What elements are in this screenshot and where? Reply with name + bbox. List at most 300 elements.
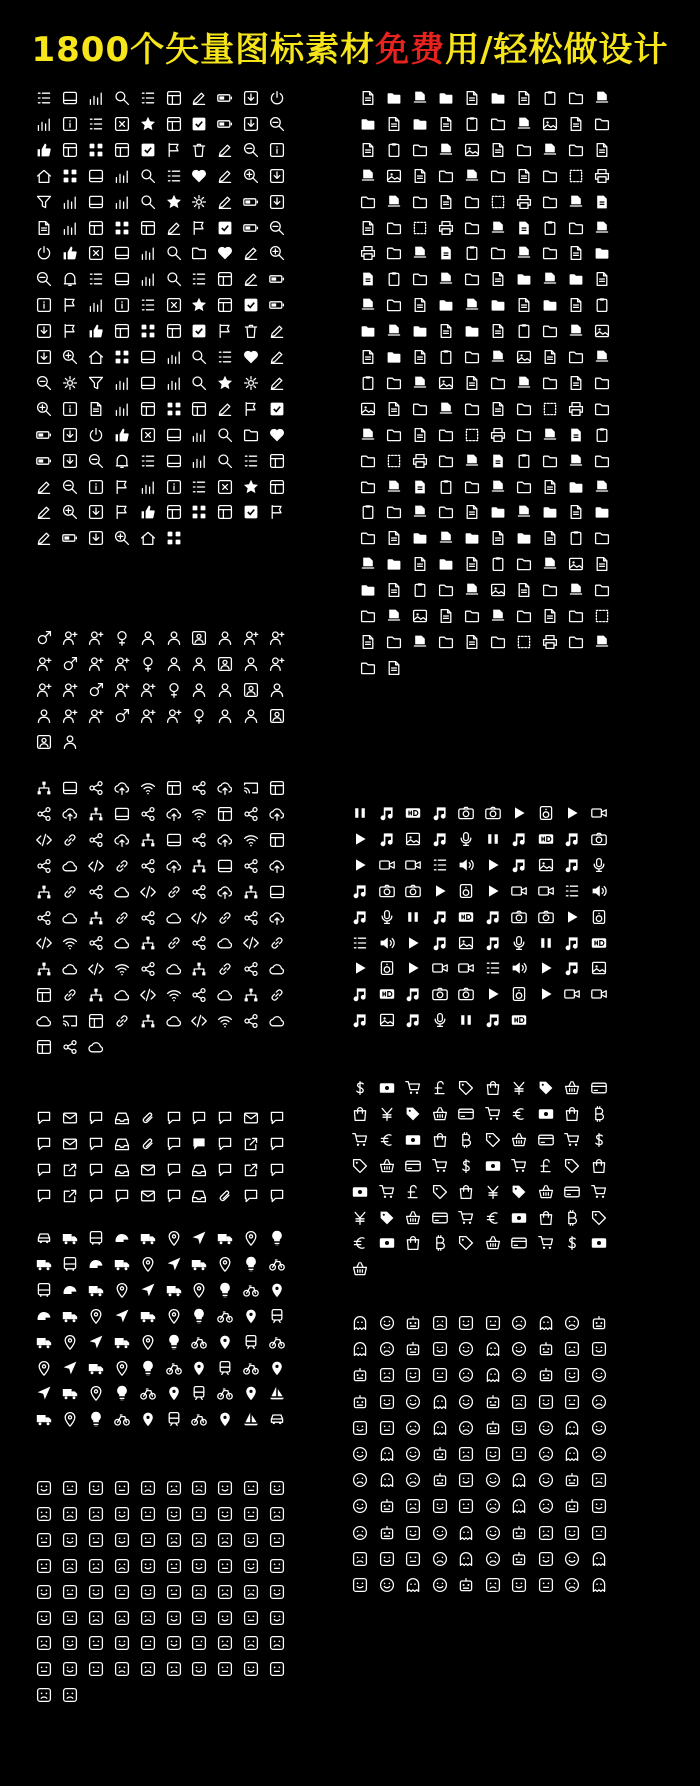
window-icon (62, 90, 78, 106)
grid-icon (114, 220, 130, 236)
bike-icon (217, 1308, 233, 1324)
nav-icon (36, 1385, 52, 1401)
usercard-icon (243, 682, 259, 698)
grid-icon (166, 401, 182, 417)
pin-icon (269, 1360, 285, 1376)
smile-icon (140, 1584, 156, 1600)
wrench-icon (36, 220, 52, 236)
doc-icon (516, 582, 532, 598)
clipboard-icon (516, 323, 532, 339)
note-icon (432, 909, 448, 925)
female-icon (166, 682, 182, 698)
neutral-icon (191, 1506, 207, 1522)
battery-icon (269, 297, 285, 313)
neutral-icon (88, 1532, 104, 1548)
bars-icon (36, 116, 52, 132)
circsmile-icon (379, 1315, 395, 1331)
filetag-icon (464, 582, 480, 598)
layout-icon (191, 401, 207, 417)
ship-icon (269, 1385, 285, 1401)
note-icon (352, 986, 368, 1002)
doc-icon (464, 504, 480, 520)
chatfill-icon (191, 1136, 207, 1152)
inbox-icon (114, 1162, 130, 1178)
smile-icon (591, 1341, 607, 1357)
note-icon (564, 857, 580, 873)
volume-icon (379, 935, 395, 951)
folder-icon (490, 634, 506, 650)
robot-icon (405, 1315, 421, 1331)
search-icon (166, 271, 182, 287)
tag-icon (591, 1210, 607, 1226)
smile-icon (538, 1551, 554, 1567)
filetag-icon (386, 194, 402, 210)
clipboard-icon (594, 297, 610, 313)
check-icon (243, 504, 259, 520)
filetag-icon (542, 271, 558, 287)
smile-icon (458, 1315, 474, 1331)
cloud-icon (62, 910, 78, 926)
check-icon (191, 323, 207, 339)
play-icon (352, 960, 368, 976)
link-icon (166, 935, 182, 951)
search-icon (140, 194, 156, 210)
video-icon (405, 857, 421, 873)
cloudup-icon (217, 832, 233, 848)
filetag-icon (412, 504, 428, 520)
sitemap-icon (140, 1013, 156, 1029)
link-icon (62, 987, 78, 1003)
wifi-icon (217, 1013, 233, 1029)
doc-icon (594, 142, 610, 158)
dashed-icon (386, 453, 402, 469)
star-icon (191, 297, 207, 313)
sad-icon (62, 1506, 78, 1522)
edit-icon (217, 168, 233, 184)
folderfill-icon (438, 556, 454, 572)
cardfill-icon (352, 1184, 368, 1200)
layout-icon (269, 780, 285, 796)
bus-icon (36, 1282, 52, 1298)
dashed-icon (542, 401, 558, 417)
filetag-icon (438, 530, 454, 546)
filter-icon (88, 375, 104, 391)
doc-icon (516, 90, 532, 106)
folderfill-icon (386, 349, 402, 365)
chat-icon (269, 1162, 285, 1178)
cart-icon (591, 1184, 607, 1200)
imagefile-icon (360, 401, 376, 417)
wifi-icon (140, 780, 156, 796)
wrench-icon (88, 401, 104, 417)
clipboard-icon (542, 90, 558, 106)
cardfill-icon (379, 1080, 395, 1096)
close-icon (166, 297, 182, 313)
clipboard-icon (464, 116, 480, 132)
thumb-icon (140, 504, 156, 520)
robot-icon (485, 1420, 501, 1436)
train-icon (269, 1308, 285, 1324)
pinline-icon (114, 1282, 130, 1298)
window-icon (114, 271, 130, 287)
train-icon (243, 1334, 259, 1350)
printer-icon (516, 194, 532, 210)
list-icon (432, 857, 448, 873)
tag-icon (432, 1184, 448, 1200)
sitemap-icon (191, 858, 207, 874)
flag-icon (191, 220, 207, 236)
inbox-icon (191, 1188, 207, 1204)
ghost-icon (564, 1420, 580, 1436)
card-icon (591, 1080, 607, 1096)
sitemap-icon (243, 884, 259, 900)
folder-icon (464, 608, 480, 624)
heart-icon (243, 349, 259, 365)
window-icon (114, 245, 130, 261)
filetag-icon (594, 479, 610, 495)
window-icon (166, 832, 182, 848)
circsad-icon (511, 1367, 527, 1383)
docfill-icon (594, 194, 610, 210)
user-icon (36, 708, 52, 724)
clipboard-icon (386, 142, 402, 158)
code-icon (140, 987, 156, 1003)
trash-icon (191, 142, 207, 158)
neutral-icon (191, 1635, 207, 1651)
search-icon (217, 427, 233, 443)
doc-icon (568, 504, 584, 520)
cloudup-icon (166, 806, 182, 822)
user-icon (217, 708, 233, 724)
filetag-icon (386, 323, 402, 339)
useradd-icon (88, 708, 104, 724)
smile-icon (379, 1551, 395, 1567)
doc-icon (386, 582, 402, 598)
cloud-icon (217, 987, 233, 1003)
pound-icon (538, 1158, 554, 1174)
folderfill-icon (490, 297, 506, 313)
doc-icon (542, 479, 558, 495)
ghost-icon (485, 1341, 501, 1357)
folder-icon (464, 349, 480, 365)
nav-icon (114, 1308, 130, 1324)
code-icon (191, 1013, 207, 1029)
layout-icon (217, 504, 233, 520)
battery-icon (243, 194, 259, 210)
sad-icon (62, 1558, 78, 1574)
useradd-icon (166, 708, 182, 724)
video-icon (458, 960, 474, 976)
cast-icon (243, 780, 259, 796)
sad-icon (458, 1446, 474, 1462)
download-icon (243, 90, 259, 106)
cloud-icon (62, 858, 78, 874)
user-icon (140, 630, 156, 646)
truck-icon (62, 1385, 78, 1401)
smile-icon (352, 1577, 368, 1593)
home-icon (36, 168, 52, 184)
truck-icon (140, 1230, 156, 1246)
sad-icon (114, 1661, 130, 1677)
circsmile-icon (432, 1577, 448, 1593)
zoomout-icon (88, 453, 104, 469)
usercard-icon (36, 734, 52, 750)
bag-icon (591, 1158, 607, 1174)
circsad-icon (538, 1446, 554, 1462)
star-icon (243, 479, 259, 495)
mail-icon (140, 1162, 156, 1178)
note-icon (352, 909, 368, 925)
video-icon (432, 960, 448, 976)
folder-icon (490, 245, 506, 261)
folder-icon (386, 297, 402, 313)
tagfill-icon (538, 1080, 554, 1096)
link-icon (114, 1013, 130, 1029)
circsad-icon (458, 1367, 474, 1383)
list-icon (140, 90, 156, 106)
printer-icon (412, 453, 428, 469)
share-icon (88, 780, 104, 796)
camera-icon (432, 986, 448, 1002)
robot-icon (564, 1472, 580, 1488)
helmet-icon (36, 1308, 52, 1324)
layout-icon (269, 453, 285, 469)
ghost-icon (591, 1551, 607, 1567)
edit-icon (269, 349, 285, 365)
neutral-icon (62, 1610, 78, 1626)
folder-icon (360, 453, 376, 469)
folder-icon (386, 245, 402, 261)
doc-icon (516, 297, 532, 313)
circsmile-icon (538, 1472, 554, 1488)
dashed-icon (594, 608, 610, 624)
cloudup-icon (114, 780, 130, 796)
check-icon (217, 220, 233, 236)
pin-icon (191, 1360, 207, 1376)
circsmile-icon (379, 1577, 395, 1593)
chat-icon (166, 1162, 182, 1178)
window-icon (114, 806, 130, 822)
inbox-icon (114, 1110, 130, 1126)
flag-icon (114, 504, 130, 520)
mic-icon (591, 857, 607, 873)
folder-icon (243, 427, 259, 443)
circsmile-icon (485, 1472, 501, 1488)
neutral-icon (191, 1610, 207, 1626)
neutral-icon (166, 1584, 182, 1600)
car-icon (269, 1411, 285, 1427)
ghost-icon (352, 1315, 368, 1331)
share-icon (243, 858, 259, 874)
list-icon (36, 90, 52, 106)
search-icon (166, 245, 182, 261)
sitemap-icon (243, 987, 259, 1003)
sad-icon (166, 1532, 182, 1548)
circsmile-icon (564, 1551, 580, 1567)
neutral-icon (114, 1480, 130, 1496)
chat-icon (217, 1136, 233, 1152)
zoomin-icon (269, 245, 285, 261)
hd-icon (591, 935, 607, 951)
filetag-icon (464, 168, 480, 184)
bitcoin-icon (458, 1132, 474, 1148)
chat-icon (36, 1110, 52, 1126)
robot-icon (352, 1394, 368, 1410)
truck-icon (166, 1282, 182, 1298)
note-icon (432, 831, 448, 847)
neutral-icon (36, 1532, 52, 1548)
filetag-icon (542, 556, 558, 572)
mail-icon (62, 1136, 78, 1152)
list-icon (564, 883, 580, 899)
sad-icon (269, 1635, 285, 1651)
hd-icon (379, 986, 395, 1002)
circsad-icon (511, 1315, 527, 1331)
imagefile-icon (594, 323, 610, 339)
play-icon (564, 805, 580, 821)
mic-icon (458, 831, 474, 847)
doc-icon (594, 556, 610, 572)
smile-icon (269, 1610, 285, 1626)
pinline-icon (62, 1334, 78, 1350)
folderfill-icon (438, 297, 454, 313)
star-icon (166, 194, 182, 210)
star-icon (140, 116, 156, 132)
doc-icon (568, 245, 584, 261)
bike-icon (243, 1282, 259, 1298)
smile-icon (217, 1610, 233, 1626)
cloud-icon (36, 1013, 52, 1029)
doc-icon (464, 375, 480, 391)
filetag-icon (594, 634, 610, 650)
cloudup-icon (269, 858, 285, 874)
useradd-icon (36, 656, 52, 672)
car-icon (36, 1230, 52, 1246)
thumb-icon (36, 142, 52, 158)
cart-icon (405, 1080, 421, 1096)
female-icon (114, 630, 130, 646)
grid-icon (88, 142, 104, 158)
doc-icon (438, 608, 454, 624)
bars-icon (166, 375, 182, 391)
card-icon (458, 1106, 474, 1122)
chat-icon (36, 1188, 52, 1204)
doc-icon (490, 530, 506, 546)
doc-icon (464, 634, 480, 650)
folder-icon (438, 168, 454, 184)
chat-icon (36, 1162, 52, 1178)
circsad-icon (485, 1551, 501, 1567)
bars-icon (62, 194, 78, 210)
yen-icon (511, 1080, 527, 1096)
cardfill-icon (405, 1132, 421, 1148)
smile-icon (88, 1584, 104, 1600)
robot-icon (591, 1315, 607, 1331)
yen-icon (379, 1106, 395, 1122)
share-icon (36, 858, 52, 874)
imagefile-icon (438, 375, 454, 391)
sad-icon (88, 1610, 104, 1626)
tagfill-icon (379, 1210, 395, 1226)
sitemap-icon (88, 806, 104, 822)
circsmile-icon (591, 1420, 607, 1436)
smile-icon (379, 1394, 395, 1410)
imagefile-icon (591, 960, 607, 976)
ghost-icon (352, 1341, 368, 1357)
circsmile-icon (485, 1525, 501, 1541)
folder-icon (490, 116, 506, 132)
share-icon (62, 1039, 78, 1055)
useradd-icon (114, 682, 130, 698)
sad-icon (243, 1584, 259, 1600)
filetag-icon (438, 142, 454, 158)
pin-icon (166, 1385, 182, 1401)
bike-icon (243, 1360, 259, 1376)
robot-icon (485, 1394, 501, 1410)
doc-icon (360, 634, 376, 650)
search-icon (217, 453, 233, 469)
folder-icon (568, 220, 584, 236)
filetag-icon (490, 220, 506, 236)
edit-icon (36, 530, 52, 546)
wifi-icon (62, 935, 78, 951)
battery-icon (36, 427, 52, 443)
smile-icon (243, 1661, 259, 1677)
doc-icon (412, 168, 428, 184)
ghost-icon (379, 1472, 395, 1488)
nav-icon (166, 1256, 182, 1272)
bulb-icon (191, 1308, 207, 1324)
camera-icon (511, 909, 527, 925)
tag-icon (564, 1158, 580, 1174)
thumb-icon (114, 427, 130, 443)
nav-icon (88, 1334, 104, 1350)
power-icon (88, 427, 104, 443)
truck-icon (36, 1334, 52, 1350)
male-icon (114, 708, 130, 724)
pinline-icon (62, 1411, 78, 1427)
helmet-icon (88, 1256, 104, 1272)
edit-icon (243, 271, 259, 287)
truck-icon (114, 1334, 130, 1350)
nav-icon (62, 1360, 78, 1376)
imagefile-icon (405, 831, 421, 847)
chat-icon (243, 1188, 259, 1204)
note-icon (379, 805, 395, 821)
sitemap-icon (140, 935, 156, 951)
useradd-icon (62, 630, 78, 646)
cloud-icon (269, 1013, 285, 1029)
bars-icon (88, 297, 104, 313)
sad-icon (564, 1341, 580, 1357)
neutral-icon (36, 1661, 52, 1677)
smile-icon (114, 1532, 130, 1548)
neutral-icon (458, 1498, 474, 1514)
basket-icon (352, 1261, 368, 1277)
sad-icon (191, 1532, 207, 1548)
link-icon (62, 884, 78, 900)
doc-icon (386, 401, 402, 417)
video-icon (379, 857, 395, 873)
play-icon (538, 986, 554, 1002)
dollar-icon (564, 1235, 580, 1251)
docfill-icon (360, 271, 376, 287)
sitemap-icon (140, 832, 156, 848)
smile-icon (485, 1446, 501, 1462)
dollar-icon (352, 1080, 368, 1096)
folderfill-icon (464, 323, 480, 339)
sad-icon (511, 1394, 527, 1410)
